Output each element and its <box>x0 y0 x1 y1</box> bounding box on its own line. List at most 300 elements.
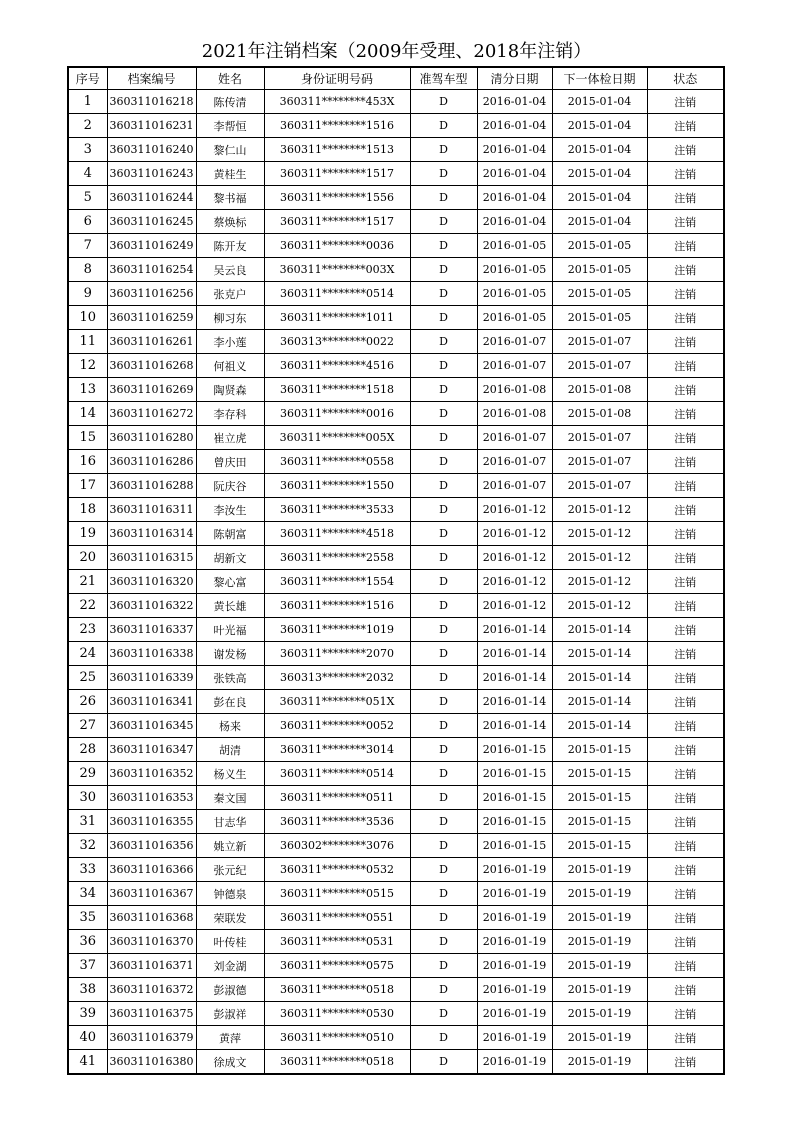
cell-id-number: 360311********1019 <box>264 618 410 642</box>
table-row <box>68 378 724 402</box>
cell-vehicle-class: D <box>410 738 477 762</box>
table-row <box>68 738 724 762</box>
cell-id-number: 360311********0518 <box>264 1050 410 1075</box>
cell-status: 注销 <box>647 786 724 810</box>
cell-name: 彭淑祥 <box>196 1002 264 1026</box>
cell-next-exam-date: 2015-01-19 <box>552 1050 647 1075</box>
cell-clear-date: 2016-01-15 <box>477 834 552 858</box>
cell-name: 彭淑德 <box>196 978 264 1002</box>
cell-archive-no: 360311016249 <box>107 234 196 258</box>
cell-clear-date: 2016-01-05 <box>477 282 552 306</box>
cell-status: 注销 <box>647 810 724 834</box>
cell-archive-no: 360311016347 <box>107 738 196 762</box>
cell-next-exam-date: 2015-01-15 <box>552 834 647 858</box>
cell-status: 注销 <box>647 714 724 738</box>
cell-vehicle-class: D <box>410 834 477 858</box>
cell-seq: 1 <box>68 90 107 114</box>
cell-seq: 41 <box>68 1050 107 1075</box>
cell-seq: 8 <box>68 258 107 282</box>
cell-id-number: 360311********0514 <box>264 762 410 786</box>
cell-vehicle-class: D <box>410 426 477 450</box>
cell-id-number: 360311********1011 <box>264 306 410 330</box>
cell-clear-date: 2016-01-14 <box>477 642 552 666</box>
cell-archive-no: 360311016320 <box>107 570 196 594</box>
cell-name: 叶光福 <box>196 618 264 642</box>
cell-name: 李汝生 <box>196 498 264 522</box>
cell-archive-no: 360311016368 <box>107 906 196 930</box>
table-row <box>68 210 724 234</box>
cell-vehicle-class: D <box>410 186 477 210</box>
cell-seq: 15 <box>68 426 107 450</box>
cell-next-exam-date: 2015-01-12 <box>552 546 647 570</box>
cell-clear-date: 2016-01-04 <box>477 90 552 114</box>
cell-clear-date: 2016-01-15 <box>477 762 552 786</box>
cell-id-number: 360311********1513 <box>264 138 410 162</box>
cell-status: 注销 <box>647 354 724 378</box>
cell-seq: 39 <box>68 1002 107 1026</box>
table-row <box>68 954 724 978</box>
cell-next-exam-date: 2015-01-15 <box>552 738 647 762</box>
header-id-number: 身份证明号码 <box>264 67 410 90</box>
cell-archive-no: 360311016366 <box>107 858 196 882</box>
cell-next-exam-date: 2015-01-15 <box>552 786 647 810</box>
cell-next-exam-date: 2015-01-04 <box>552 114 647 138</box>
header-next-exam-date: 下一体检日期 <box>552 67 647 90</box>
cell-next-exam-date: 2015-01-19 <box>552 858 647 882</box>
cell-next-exam-date: 2015-01-07 <box>552 354 647 378</box>
cell-clear-date: 2016-01-14 <box>477 666 552 690</box>
header-name: 姓名 <box>196 67 264 90</box>
cell-vehicle-class: D <box>410 1026 477 1050</box>
cell-clear-date: 2016-01-15 <box>477 738 552 762</box>
cell-name: 姚立新 <box>196 834 264 858</box>
cell-status: 注销 <box>647 306 724 330</box>
cell-archive-no: 360311016311 <box>107 498 196 522</box>
table-row <box>68 786 724 810</box>
cell-name: 秦文国 <box>196 786 264 810</box>
cell-status: 注销 <box>647 330 724 354</box>
cell-archive-no: 360311016269 <box>107 378 196 402</box>
cell-seq: 37 <box>68 954 107 978</box>
cell-name: 黄桂生 <box>196 162 264 186</box>
table-row <box>68 306 724 330</box>
cell-name: 胡清 <box>196 738 264 762</box>
cell-status: 注销 <box>647 930 724 954</box>
cell-vehicle-class: D <box>410 522 477 546</box>
cell-id-number: 360311********3014 <box>264 738 410 762</box>
cell-id-number: 360311********1556 <box>264 186 410 210</box>
table-row <box>68 1002 724 1026</box>
cell-seq: 18 <box>68 498 107 522</box>
cell-status: 注销 <box>647 1026 724 1050</box>
cell-next-exam-date: 2015-01-15 <box>552 762 647 786</box>
table-row <box>68 570 724 594</box>
cell-clear-date: 2016-01-04 <box>477 186 552 210</box>
cell-archive-no: 360311016337 <box>107 618 196 642</box>
table-row <box>68 882 724 906</box>
cell-name: 徐成文 <box>196 1050 264 1075</box>
cell-status: 注销 <box>647 138 724 162</box>
cell-name: 李存科 <box>196 402 264 426</box>
cell-id-number: 360311********0052 <box>264 714 410 738</box>
cell-seq: 25 <box>68 666 107 690</box>
cell-archive-no: 360311016379 <box>107 1026 196 1050</box>
cell-status: 注销 <box>647 978 724 1002</box>
cell-clear-date: 2016-01-12 <box>477 546 552 570</box>
cell-archive-no: 360311016268 <box>107 354 196 378</box>
cell-archive-no: 360311016259 <box>107 306 196 330</box>
cell-next-exam-date: 2015-01-07 <box>552 426 647 450</box>
cell-id-number: 360311********0530 <box>264 1002 410 1026</box>
cell-id-number: 360311********003X <box>264 258 410 282</box>
cell-status: 注销 <box>647 738 724 762</box>
cell-seq: 30 <box>68 786 107 810</box>
cell-next-exam-date: 2015-01-12 <box>552 522 647 546</box>
header-seq: 序号 <box>68 67 107 90</box>
cell-name: 黎心富 <box>196 570 264 594</box>
cell-name: 陈传清 <box>196 90 264 114</box>
cell-vehicle-class: D <box>410 978 477 1002</box>
cell-id-number: 360311********0514 <box>264 282 410 306</box>
cell-id-number: 360311********0510 <box>264 1026 410 1050</box>
cell-status: 注销 <box>647 642 724 666</box>
cell-clear-date: 2016-01-12 <box>477 498 552 522</box>
cell-seq: 22 <box>68 594 107 618</box>
cell-archive-no: 360311016352 <box>107 762 196 786</box>
cell-name: 李小莲 <box>196 330 264 354</box>
cell-id-number: 360311********3533 <box>264 498 410 522</box>
cell-next-exam-date: 2015-01-04 <box>552 90 647 114</box>
cell-seq: 3 <box>68 138 107 162</box>
cell-archive-no: 360311016372 <box>107 978 196 1002</box>
cell-archive-no: 360311016341 <box>107 690 196 714</box>
cell-clear-date: 2016-01-19 <box>477 978 552 1002</box>
cell-name: 蔡焕标 <box>196 210 264 234</box>
table-row <box>68 1026 724 1050</box>
cell-name: 甘志华 <box>196 810 264 834</box>
cell-status: 注销 <box>647 114 724 138</box>
cell-archive-no: 360311016380 <box>107 1050 196 1075</box>
cell-next-exam-date: 2015-01-15 <box>552 810 647 834</box>
cell-name: 陶贤森 <box>196 378 264 402</box>
cell-status: 注销 <box>647 618 724 642</box>
cell-vehicle-class: D <box>410 618 477 642</box>
table-row <box>68 906 724 930</box>
cell-vehicle-class: D <box>410 930 477 954</box>
cell-clear-date: 2016-01-07 <box>477 354 552 378</box>
cell-name: 彭在良 <box>196 690 264 714</box>
cell-name: 黎书福 <box>196 186 264 210</box>
cell-id-number: 360313********2032 <box>264 666 410 690</box>
cell-id-number: 360311********1516 <box>264 594 410 618</box>
cell-archive-no: 360311016345 <box>107 714 196 738</box>
cell-archive-no: 360311016244 <box>107 186 196 210</box>
cell-vehicle-class: D <box>410 570 477 594</box>
cell-next-exam-date: 2015-01-19 <box>552 882 647 906</box>
table-row <box>68 114 724 138</box>
cell-id-number: 360311********0531 <box>264 930 410 954</box>
cell-status: 注销 <box>647 498 724 522</box>
cell-status: 注销 <box>647 186 724 210</box>
cell-clear-date: 2016-01-07 <box>477 426 552 450</box>
cell-seq: 26 <box>68 690 107 714</box>
cell-vehicle-class: D <box>410 1002 477 1026</box>
cell-status: 注销 <box>647 162 724 186</box>
cell-vehicle-class: D <box>410 90 477 114</box>
table-row <box>68 858 724 882</box>
table-row <box>68 186 724 210</box>
cell-vehicle-class: D <box>410 546 477 570</box>
cell-status: 注销 <box>647 522 724 546</box>
cell-id-number: 360311********0532 <box>264 858 410 882</box>
cell-next-exam-date: 2015-01-19 <box>552 930 647 954</box>
cell-name: 吴云良 <box>196 258 264 282</box>
cell-id-number: 360311********0575 <box>264 954 410 978</box>
table-row <box>68 450 724 474</box>
cell-next-exam-date: 2015-01-19 <box>552 978 647 1002</box>
cell-id-number: 360311********1554 <box>264 570 410 594</box>
table-body <box>68 90 724 1075</box>
cell-archive-no: 360311016256 <box>107 282 196 306</box>
table-row <box>68 546 724 570</box>
cell-archive-no: 360311016286 <box>107 450 196 474</box>
cell-vehicle-class: D <box>410 1050 477 1075</box>
table-row <box>68 522 724 546</box>
cell-seq: 32 <box>68 834 107 858</box>
cell-next-exam-date: 2015-01-05 <box>552 306 647 330</box>
cell-id-number: 360311********0515 <box>264 882 410 906</box>
cell-archive-no: 360311016367 <box>107 882 196 906</box>
cell-vehicle-class: D <box>410 786 477 810</box>
cell-archive-no: 360311016339 <box>107 666 196 690</box>
table-row <box>68 642 724 666</box>
cell-id-number: 360311********0036 <box>264 234 410 258</box>
cell-seq: 17 <box>68 474 107 498</box>
cell-status: 注销 <box>647 762 724 786</box>
cell-archive-no: 360311016375 <box>107 1002 196 1026</box>
cell-status: 注销 <box>647 450 724 474</box>
cell-id-number: 360311********0518 <box>264 978 410 1002</box>
cell-vehicle-class: D <box>410 162 477 186</box>
cell-id-number: 360311********051X <box>264 690 410 714</box>
cell-id-number: 360311********1516 <box>264 114 410 138</box>
cell-seq: 11 <box>68 330 107 354</box>
cell-clear-date: 2016-01-12 <box>477 594 552 618</box>
cell-vehicle-class: D <box>410 498 477 522</box>
cell-name: 张铁高 <box>196 666 264 690</box>
cell-seq: 21 <box>68 570 107 594</box>
cell-clear-date: 2016-01-19 <box>477 930 552 954</box>
cell-seq: 5 <box>68 186 107 210</box>
cell-id-number: 360311********1518 <box>264 378 410 402</box>
cell-vehicle-class: D <box>410 594 477 618</box>
cell-next-exam-date: 2015-01-14 <box>552 666 647 690</box>
cell-clear-date: 2016-01-04 <box>477 138 552 162</box>
cell-clear-date: 2016-01-19 <box>477 882 552 906</box>
cell-id-number: 360311********4516 <box>264 354 410 378</box>
cell-vehicle-class: D <box>410 354 477 378</box>
cell-archive-no: 360311016288 <box>107 474 196 498</box>
cell-archive-no: 360311016240 <box>107 138 196 162</box>
cell-vehicle-class: D <box>410 282 477 306</box>
cell-vehicle-class: D <box>410 714 477 738</box>
cell-archive-no: 360311016356 <box>107 834 196 858</box>
cell-id-number: 360311********1550 <box>264 474 410 498</box>
cell-seq: 13 <box>68 378 107 402</box>
cell-archive-no: 360311016338 <box>107 642 196 666</box>
cell-archive-no: 360311016261 <box>107 330 196 354</box>
cell-seq: 23 <box>68 618 107 642</box>
cell-next-exam-date: 2015-01-12 <box>552 570 647 594</box>
cell-name: 刘金湖 <box>196 954 264 978</box>
cell-archive-no: 360311016218 <box>107 90 196 114</box>
cell-id-number: 360313********0022 <box>264 330 410 354</box>
table-row <box>68 666 724 690</box>
cell-name: 曾庆田 <box>196 450 264 474</box>
cell-clear-date: 2016-01-14 <box>477 618 552 642</box>
cell-name: 黄长雄 <box>196 594 264 618</box>
cell-vehicle-class: D <box>410 330 477 354</box>
table-row <box>68 594 724 618</box>
table-row <box>68 690 724 714</box>
table-row <box>68 426 724 450</box>
cell-clear-date: 2016-01-05 <box>477 306 552 330</box>
cell-vehicle-class: D <box>410 762 477 786</box>
cell-status: 注销 <box>647 906 724 930</box>
header-clear-date: 清分日期 <box>477 67 552 90</box>
cell-name: 李帮恒 <box>196 114 264 138</box>
table-row <box>68 138 724 162</box>
table-row <box>68 330 724 354</box>
cell-vehicle-class: D <box>410 402 477 426</box>
cell-name: 阮庆谷 <box>196 474 264 498</box>
cell-next-exam-date: 2015-01-14 <box>552 642 647 666</box>
cell-seq: 6 <box>68 210 107 234</box>
cell-name: 张克户 <box>196 282 264 306</box>
page-title: 2021年注销档案（2009年受理、2018年注销） <box>201 41 592 62</box>
cell-clear-date: 2016-01-04 <box>477 162 552 186</box>
cell-vehicle-class: D <box>410 810 477 834</box>
cell-next-exam-date: 2015-01-14 <box>552 690 647 714</box>
cell-status: 注销 <box>647 666 724 690</box>
cell-name: 柳习东 <box>196 306 264 330</box>
cell-name: 陈朝富 <box>196 522 264 546</box>
cell-archive-no: 360311016353 <box>107 786 196 810</box>
header-archive-no: 档案编号 <box>107 67 196 90</box>
table-row <box>68 474 724 498</box>
table-row <box>68 402 724 426</box>
cell-clear-date: 2016-01-07 <box>477 330 552 354</box>
cell-vehicle-class: D <box>410 474 477 498</box>
cell-name: 杨义生 <box>196 762 264 786</box>
cell-id-number: 360311********005X <box>264 426 410 450</box>
cell-name: 谢发杨 <box>196 642 264 666</box>
cell-status: 注销 <box>647 954 724 978</box>
cell-clear-date: 2016-01-19 <box>477 1026 552 1050</box>
cell-id-number: 360302********3076 <box>264 834 410 858</box>
cell-seq: 14 <box>68 402 107 426</box>
cell-id-number: 360311********1517 <box>264 162 410 186</box>
cell-name: 叶传桂 <box>196 930 264 954</box>
cell-status: 注销 <box>647 594 724 618</box>
cell-clear-date: 2016-01-07 <box>477 450 552 474</box>
cell-name: 胡新文 <box>196 546 264 570</box>
table-row <box>68 90 724 114</box>
cell-next-exam-date: 2015-01-19 <box>552 906 647 930</box>
cell-status: 注销 <box>647 282 724 306</box>
cell-vehicle-class: D <box>410 666 477 690</box>
cell-status: 注销 <box>647 546 724 570</box>
cell-next-exam-date: 2015-01-14 <box>552 618 647 642</box>
cell-id-number: 360311********2558 <box>264 546 410 570</box>
cell-id-number: 360311********0016 <box>264 402 410 426</box>
cell-clear-date: 2016-01-07 <box>477 474 552 498</box>
cell-id-number: 360311********3536 <box>264 810 410 834</box>
cell-vehicle-class: D <box>410 882 477 906</box>
cell-name: 何祖义 <box>196 354 264 378</box>
table-row <box>68 810 724 834</box>
table-row <box>68 354 724 378</box>
cell-clear-date: 2016-01-19 <box>477 1050 552 1075</box>
records-table <box>67 66 725 1075</box>
cell-clear-date: 2016-01-05 <box>477 258 552 282</box>
cell-seq: 29 <box>68 762 107 786</box>
cell-next-exam-date: 2015-01-05 <box>552 258 647 282</box>
cell-next-exam-date: 2015-01-14 <box>552 714 647 738</box>
cell-seq: 4 <box>68 162 107 186</box>
cell-archive-no: 360311016371 <box>107 954 196 978</box>
table-row <box>68 618 724 642</box>
cell-clear-date: 2016-01-05 <box>477 234 552 258</box>
cell-name: 陈开友 <box>196 234 264 258</box>
cell-status: 注销 <box>647 402 724 426</box>
cell-seq: 7 <box>68 234 107 258</box>
cell-clear-date: 2016-01-08 <box>477 402 552 426</box>
cell-status: 注销 <box>647 1002 724 1026</box>
cell-name: 张元纪 <box>196 858 264 882</box>
cell-vehicle-class: D <box>410 450 477 474</box>
cell-status: 注销 <box>647 90 724 114</box>
cell-id-number: 360311********1517 <box>264 210 410 234</box>
cell-next-exam-date: 2015-01-19 <box>552 1002 647 1026</box>
cell-status: 注销 <box>647 690 724 714</box>
cell-status: 注销 <box>647 474 724 498</box>
cell-seq: 40 <box>68 1026 107 1050</box>
cell-vehicle-class: D <box>410 306 477 330</box>
cell-next-exam-date: 2015-01-04 <box>552 210 647 234</box>
cell-seq: 34 <box>68 882 107 906</box>
cell-archive-no: 360311016355 <box>107 810 196 834</box>
cell-vehicle-class: D <box>410 690 477 714</box>
cell-name: 黎仁山 <box>196 138 264 162</box>
cell-clear-date: 2016-01-19 <box>477 1002 552 1026</box>
cell-next-exam-date: 2015-01-07 <box>552 474 647 498</box>
cell-archive-no: 360311016370 <box>107 930 196 954</box>
cell-clear-date: 2016-01-15 <box>477 810 552 834</box>
cell-seq: 36 <box>68 930 107 954</box>
cell-clear-date: 2016-01-12 <box>477 570 552 594</box>
cell-status: 注销 <box>647 210 724 234</box>
cell-next-exam-date: 2015-01-04 <box>552 186 647 210</box>
cell-vehicle-class: D <box>410 234 477 258</box>
cell-next-exam-date: 2015-01-05 <box>552 282 647 306</box>
cell-status: 注销 <box>647 234 724 258</box>
cell-vehicle-class: D <box>410 954 477 978</box>
cell-vehicle-class: D <box>410 906 477 930</box>
cell-name: 荣联发 <box>196 906 264 930</box>
cell-status: 注销 <box>647 1050 724 1075</box>
cell-status: 注销 <box>647 258 724 282</box>
